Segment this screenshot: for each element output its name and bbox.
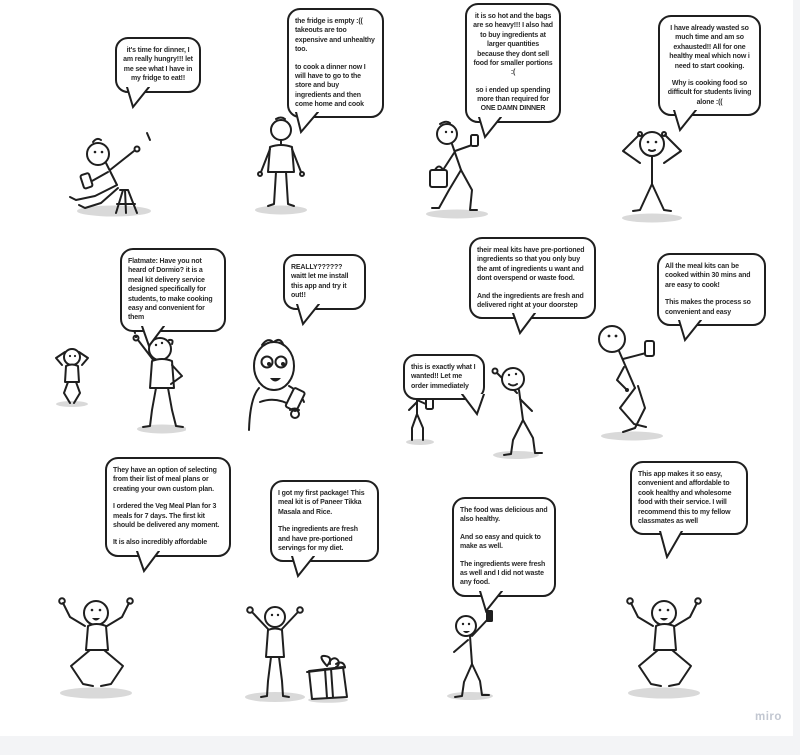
bubble-tail	[677, 320, 703, 344]
bubble-text: And so easy and quick to make as well.	[460, 533, 541, 551]
bubble-tail	[511, 313, 537, 337]
speech-bubble[interactable]	[403, 354, 485, 400]
bubble-text: The ingredients were fresh as well and I did not waste any food.	[460, 560, 546, 587]
bubble-text: All the meal kits can be cooked within 30 mins and are easy to cook!	[665, 263, 751, 289]
bubble-tail	[672, 110, 698, 134]
bubble-tail	[135, 551, 161, 575]
speech-bubble[interactable]	[115, 37, 201, 93]
bubble-text: This makes the process so convenient and easy	[665, 299, 751, 316]
stick-figure-cheering-with-phone[interactable]	[442, 606, 502, 701]
bubble-tail	[477, 117, 503, 141]
speech-bubble[interactable]	[658, 15, 761, 116]
bubble-text: I got my first package! This meal kit is of Paneer Tikka Masala and Rice.	[278, 490, 365, 516]
stick-figure-exhausted-hands-on-head[interactable]	[613, 122, 691, 224]
bubble-text: I ordered the Veg Meal Plan for 3 meals for 7 days. The first kit should be delivered any moment.	[113, 503, 220, 529]
speech-bubble[interactable]	[120, 248, 226, 332]
speech-bubble[interactable]	[657, 253, 766, 326]
bubble-text: it's time for dinner, I am really hungry!!! let me see what I have in my fridge to eat!!	[123, 47, 193, 83]
stick-figure-excited-flex[interactable]	[50, 592, 142, 700]
bubble-tail	[294, 112, 320, 136]
speech-bubble[interactable]	[469, 237, 596, 319]
bubble-text: The ingredients are fresh and have pre-portioned servings for my diet.	[278, 526, 358, 552]
bubble-text: their meal kits have pre-portioned ingredients so that you only buy the amt of ingredients u want and dont overspend or waste food.	[477, 247, 585, 283]
gift-box[interactable]	[303, 653, 351, 703]
stick-figure-sitting-with-phone[interactable]	[62, 130, 162, 218]
stick-figure-installing-app-closeup[interactable]	[242, 334, 330, 434]
bubble-tail	[290, 556, 316, 580]
phone-icon	[645, 341, 654, 356]
bubble-text: The food was delicious and also healthy.	[460, 507, 548, 524]
stick-figure-happy-flex[interactable]	[618, 592, 710, 700]
speech-bubble[interactable]	[630, 461, 748, 535]
bubble-text: the fridge is empty :(( takeouts are too expensive and unhealthy too.	[295, 18, 375, 54]
bubble-tail	[295, 304, 321, 328]
phone-icon	[80, 173, 93, 189]
stick-figure-ordering-arm-raised[interactable]	[486, 360, 544, 460]
bubble-text: I have already wasted so much time and am so exhausted!! All for one healthy meal which now i need to start cooking.	[669, 25, 750, 70]
board-edge-bottom	[0, 736, 800, 755]
bubble-text: it is so hot and the bags are so heavy!!! I also had to buy ingredients at larger quantities because they dont sell food for smaller portions :(	[473, 13, 553, 77]
bubble-text: Why is cooking food so difficult for students living alone :((	[667, 79, 752, 106]
miro-watermark: miro	[755, 711, 782, 723]
speech-bubble[interactable]	[105, 457, 231, 557]
bubble-text: Flatmate: Have you not heard of Dormio? it is a meal kit delivery service designed specifically for students, to make cooking easy and convenient for them	[128, 258, 213, 322]
bubble-text: This app makes it so easy, convenient and affordable to cook healthy and wholesome food with their service. I will recommend this to my fellow classmates as well	[638, 471, 732, 525]
bubble-text: REALLY?????? waitt let me install this app and try it out!!	[291, 264, 349, 300]
bubble-text: And the ingredients are fresh and delivered right at your doorstep	[477, 292, 584, 309]
bubble-text: They have an option of selecting from their list of meal plans or creating your own custom plan.	[113, 467, 217, 493]
bubble-tail	[460, 394, 486, 418]
speech-bubble[interactable]	[465, 3, 561, 123]
bubble-text: this is exactly what I wanted!! Let me order immediately	[411, 364, 476, 390]
board-edge-right	[793, 0, 800, 755]
bubble-tail	[125, 87, 151, 111]
stick-figure-celebrating-package[interactable]	[240, 599, 310, 703]
speech-bubble[interactable]	[283, 254, 366, 310]
bubble-text: It is also incredibly affordable	[113, 539, 208, 547]
bubble-tail	[658, 531, 684, 559]
bubble-text: so i ended up spending more than required for ONE DAMN DINNER	[475, 86, 551, 113]
speech-bubble[interactable]	[270, 480, 379, 562]
bubble-tail	[478, 591, 504, 615]
speech-bubble[interactable]	[287, 8, 384, 118]
stick-figure-small-frustrated[interactable]	[49, 346, 95, 408]
grocery-bag	[430, 170, 447, 187]
stick-figure-dancing-with-phone[interactable]	[590, 320, 670, 442]
bubble-text: to cook a dinner now I will have to go to the store and buy ingredients and then come home and cook	[295, 63, 366, 108]
bubble-tail	[140, 326, 166, 350]
speech-bubble[interactable]	[452, 497, 556, 597]
